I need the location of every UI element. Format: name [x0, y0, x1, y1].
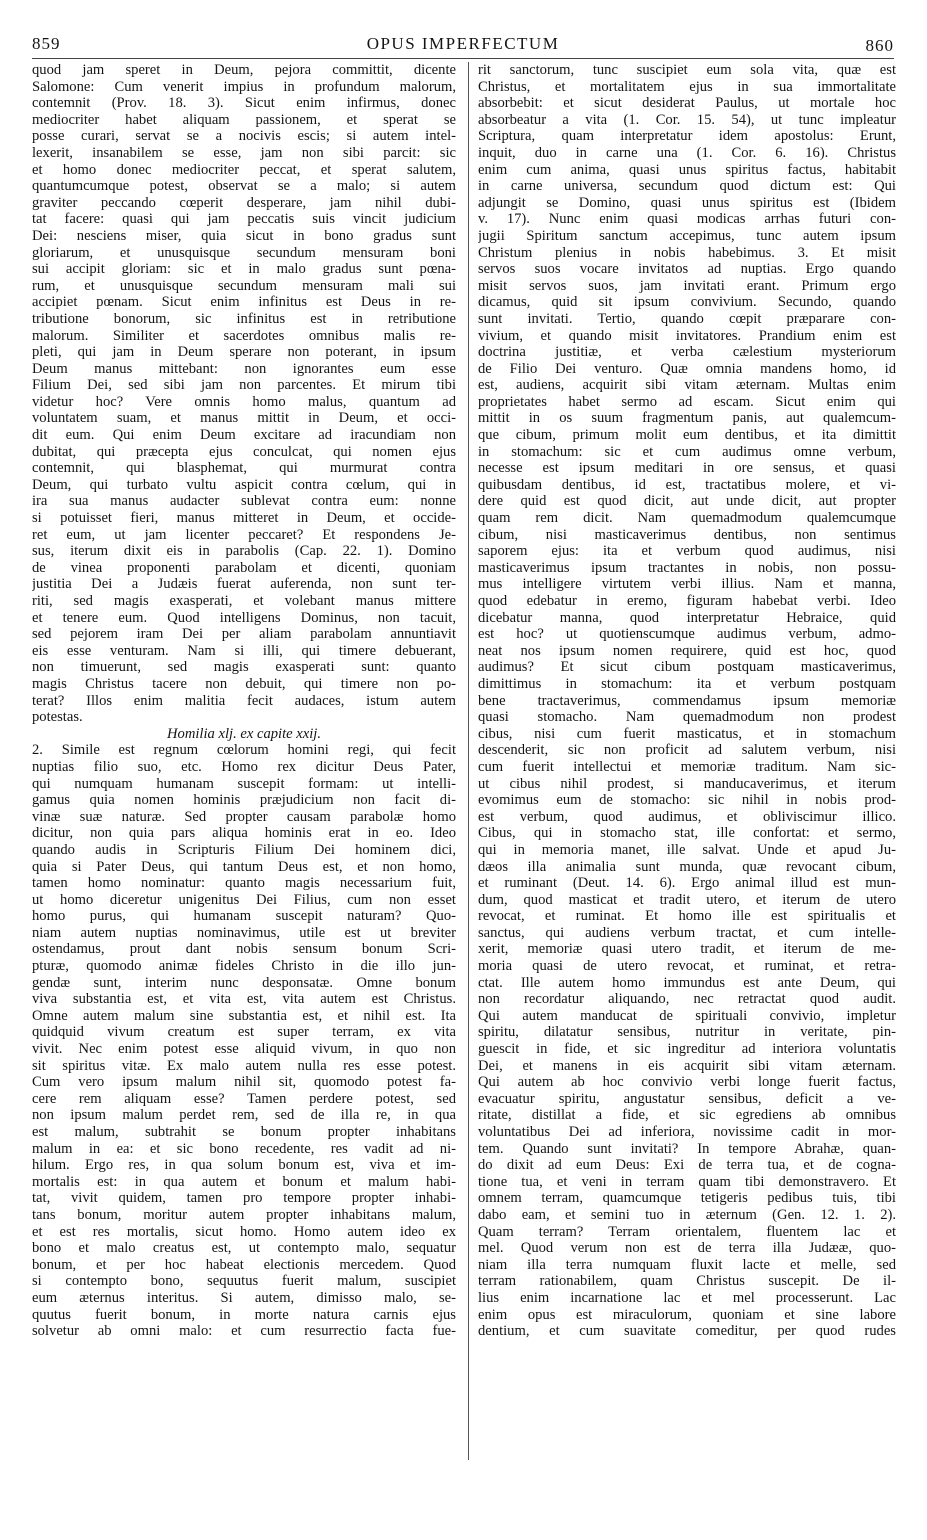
text-line: quod edebatur in eremo, figuram habebat verbi. Ideo	[478, 593, 896, 609]
text-line: moria quasi de utero revocat, et ruminat, et retra-	[478, 958, 896, 975]
text-line: rum, et unusquisque secundum mensuram mali sui	[32, 277, 456, 294]
text-line: Deum manus mittebant: non ignorantes eum esse	[32, 360, 456, 377]
text-line: quutus fuerit bonum, in morte natura carnis ejus	[32, 1306, 456, 1323]
text-line: solvetur ab omni malo: et cum resurrectio facta fue-	[32, 1323, 456, 1340]
text-line: malum in ea: et sic bono recedente, res vadit ad ni-	[32, 1140, 456, 1157]
text-line: videtur hoc? Vere omnis homo malus, quantum ad	[32, 393, 456, 410]
text-line: Dei, et manens in eis acquirit sibi vitam æternam.	[478, 1057, 896, 1074]
text-line: dere quid est quod dicit, aut unde dicit, aut propter	[478, 493, 896, 510]
text-line: misit servos suos, jam invitati erant. Primum ergo	[478, 277, 896, 294]
text-line: adjungit se Domino, quasi unus spiritus est (Ibidem	[478, 194, 896, 211]
text-line: enim opus est miraculorum, quoniam et sine labore	[478, 1306, 896, 1323]
right-column	[478, 62, 896, 1464]
text-line: spiritu, dilatatur sensibus, nutritur in veritate, pin-	[478, 1024, 896, 1041]
text-line: guescit in fide, et sic ingreditur ad interiora voluntatis	[478, 1041, 896, 1058]
text-line: sui accipit gloriam: sic et in malo gradus sunt pœna-	[32, 261, 456, 278]
text-line: quasi stomacho. Nam quemadmodum non prodest	[478, 709, 896, 726]
text-line: eis esse venturam. Nam si illi, qui timere debuerant,	[32, 642, 456, 659]
text-line: evacuatur spiritu, angustatur sensibus, deficit a ve-	[478, 1090, 896, 1107]
text-line: homo purus, qui humanam suscepit naturam? Quo-	[32, 908, 456, 925]
text-line: quando audis in Scripturis Filium Dei hominem dici,	[32, 841, 456, 858]
text-line: gendæ sunt, interim nunc desponsatæ. Omne bonum	[32, 974, 456, 991]
text-line: riti, sed magis exasperati, et volebant manus mittere	[32, 593, 456, 609]
text-line: Omne autem malum sine substantia est, et nihil est. Ita	[32, 1007, 456, 1024]
text-line: proprietates habet sermo ad escam. Sicut enim qui	[478, 393, 896, 410]
text-line: revocat, et ruminat. Et homo ille est spiritualis et	[478, 908, 896, 925]
text-line: ut homo diceretur unigenitus Dei Filius, cum non esset	[32, 891, 456, 908]
text-line: absorbeatur a vita (1. Cor. 15. 54), ut tunc impleatur	[478, 111, 896, 128]
text-line: Scriptura, quam interpretatur idem apostolus: Erunt,	[478, 128, 896, 145]
text-line: Salomone: Cum venerit impius in profundum malorum,	[32, 78, 456, 95]
text-line: sit spiritus vitæ. Ex malo autem nulla res esse potest.	[32, 1057, 456, 1074]
text-line: cum fuerit intellectui et memoriæ traditum. Nam sic-	[478, 758, 896, 775]
text-line: malorum. Similiter et sacerdotes omnibus malis re-	[32, 327, 456, 344]
text-line: ritate, distillat a fide, et sic egrediens ab omnibus	[478, 1107, 896, 1124]
page-header	[32, 34, 894, 58]
text-line: dicitur, non quia pars aliqua hominis erat in eo. Ideo	[32, 825, 456, 842]
text-line: quibusdam dentibus, id est, tractatibus molere, et vi-	[478, 476, 896, 493]
text-line: xerit, memoriæ quasi utero tradit, et iterum de me-	[478, 941, 896, 958]
text-line: potestas.	[32, 709, 83, 726]
page-number-left: 859	[32, 34, 61, 53]
text-line: dimittimus in stomachum: ita et verbum postquam	[478, 675, 896, 692]
text-line: Cum vero ipsum malum nihil sit, quomodo potest fa-	[32, 1074, 456, 1091]
text-line: Filium Dei, sed sibi jam non parcentes. Et mirum tibi	[32, 377, 456, 394]
text-line: de vinea proponenti parabolam et dicenti, quoniam	[32, 559, 456, 576]
text-line: descenderit, sic non proficit ad salutem verbum, nisi	[478, 742, 896, 759]
text-line: dentium, et cum suavitate comeditur, per quod rudes	[478, 1323, 896, 1340]
text-line: posse curari, servat se a nocivis escis; si autem intel-	[32, 128, 456, 145]
text-line: servos suos vocare invitatos ad nuptias. Ergo quando	[478, 261, 896, 278]
text-line: cibum, nisi masticaverimus dentibus, non sentimus	[478, 526, 896, 543]
text-line: Dei: nesciens miser, quia sicut in bono gradus sunt	[32, 227, 456, 244]
text-line: sus, iterum dixit eis in parabolis (Cap. 22. 1). Domino	[32, 543, 456, 560]
text-line: viva substantia est, et vita est, vita autem est Christus.	[32, 991, 456, 1008]
header-rule	[32, 58, 894, 59]
text-line: mittit in os suum fragmentum panis, aut qualemcum-	[478, 410, 896, 427]
text-line: do dixit ad eum Deus: Exi de terra tua, et de cogna-	[478, 1157, 896, 1174]
text-line: que cibum, primum molit eum dentibus, et ita dimittit	[478, 427, 896, 444]
text-line: nuptias filio suo, etc. Homo rex dicitur Deus Pater,	[32, 758, 456, 775]
text-line: est malum, subtrahit se bonum propter inhabitans	[32, 1124, 456, 1140]
text-line: vinæ suæ naturæ. Sed propter causam parabolæ homo	[32, 808, 456, 825]
text-line: contemnit (Prov. 18. 3). Sicut enim infirmus, donec	[32, 95, 456, 112]
text-line: vivium, et quando misit invitatores. Prandium enim est	[478, 327, 896, 344]
text-line: tat, vivit quidem, tamen pro tempore propter inhabi-	[32, 1190, 456, 1207]
text-line: niam autem nuptias nominavimus, utile est ut breviter	[32, 924, 456, 941]
text-line: sanctus, qui audiens verbum tractat, et cum intelle-	[478, 924, 896, 941]
text-line: saporem ejus: ita et verbum quod audimus, nisi	[478, 543, 896, 560]
text-line: dicamus, quid sit ipsum convivium. Secundo, quando	[478, 294, 896, 311]
text-line: quam rem dicit. Nam quemadmodum qualemcumque	[478, 510, 896, 527]
text-line: inquit, duo in carne una (1. Cor. 6. 16). Christus	[478, 144, 896, 161]
text-line: dum, quod masticat et tradit utero, et iterum de utero	[478, 891, 896, 908]
text-line: voluntatem suam, et manus mittit in Deum, et occi-	[32, 410, 456, 427]
text-line: Christus, et mortalitatem ejus in sua immortalitate	[478, 78, 896, 95]
text-line: rit sanctorum, tunc suscipiet eum sola vita, quæ est	[478, 62, 896, 78]
text-line: dicebatur manna, quod interpretatur Hebraice, quid	[478, 609, 896, 626]
text-line: mediocriter habet aliquam passionem, et sperat se	[32, 111, 456, 128]
text-line: dubitat, qui præcepta ejus conculcat, qui nomen ejus	[32, 443, 456, 460]
text-line: contemnit, qui blasphemat, qui murmurat contra	[32, 460, 456, 477]
text-line: terat? Illos enim malitia fecit audaces, istum autem	[32, 692, 456, 709]
column-divider	[468, 62, 469, 1460]
text-line: bene tractaverimus, commendamus ipsum memoriæ	[478, 692, 896, 709]
text-line: mel. Quod verum non est de terra illa Judææ, quo-	[478, 1240, 896, 1257]
text-line: quidquid vivum creatum est super terram, ex vita	[32, 1024, 456, 1041]
text-line: et est res mortalis, sicut homo. Homo autem ideo ex	[32, 1223, 456, 1240]
text-line: doctrina justitiæ, et verba cælestium mysteriorum	[478, 344, 896, 361]
text-line: audimus? Et sicut cibum postquam masticaverimus,	[478, 659, 896, 676]
text-line: cibus, nisi cum fuerit masticatus, et in stomachum	[478, 725, 896, 742]
text-line: jugii Spiritum sanctum accepimus, tunc autem ipsum	[478, 227, 896, 244]
text-line: est hoc? ut quotienscumque audimus verbum, admo-	[478, 626, 896, 643]
text-line: in stomachum: sic et cum audimus omne verbum,	[478, 443, 896, 460]
text-line: lexerit, insanabilem se esse, jam non sibi parcit: sic	[32, 144, 456, 161]
text-line: ctat. Ille autem homo immundus est ante Deum, qui	[478, 974, 896, 991]
text-line: evomimus eum de stomacho: sic nihil in nobis prod-	[478, 792, 896, 809]
text-line: dit eum. Qui enim Deum excitare ad iracundiam non	[32, 427, 456, 444]
text-line: ret eum, ut jam licenter peccaret? Et respondens Je-	[32, 526, 456, 543]
text-line: ostendamus, prout dant nobis sensum bonum Scri-	[32, 941, 456, 958]
text-line: cere rem aliquam esse? Tamen perdere potest, sed	[32, 1090, 456, 1107]
text-line: gamus quia nomen hominis præjudicium non facit di-	[32, 792, 456, 809]
text-line: pturæ, quomodo animæ fideles Christo in die illo jun-	[32, 958, 456, 975]
text-line: dæos illa animalia sunt munda, quæ revocant cibum,	[478, 858, 896, 875]
text-line: Homilia xlj. ex capite xxij.	[167, 725, 321, 742]
text-line: si contempto bono, sequutus fuerit malum, suscipiet	[32, 1273, 456, 1290]
text-line: lius enim incarnatione lac et mel processerunt. Lac	[478, 1289, 896, 1306]
text-line: enim cum anima, quasi unus spiritus factus, habitabit	[478, 161, 896, 178]
text-line: 2. Simile est regnum cœlorum homini regi, qui fecit	[32, 742, 456, 759]
text-line: magis Christus tacere non debuit, qui timere non po-	[32, 675, 456, 692]
text-line: gloriarum, et unusquisque secundum mensuram boni	[32, 244, 456, 261]
text-line: niam illa terra numquam fluxit lacte et melle, sed	[478, 1256, 896, 1273]
text-line: non ipsum malum perdet rem, sed de illa re, in qua	[32, 1107, 456, 1124]
text-line: in carne universa, secundum quod dictum est: Qui	[478, 178, 896, 195]
text-line: non timuerunt, sed magis exasperati sunt: quanto	[32, 659, 456, 676]
text-line: Cibus, qui in stomacho stat, ille confortat: et sermo,	[478, 825, 896, 842]
text-line: sunt invitati. Tertio, quando cœpit præparare con-	[478, 310, 896, 327]
text-line: justitia Dei a Judæis fuerat auferenda, non sunt ter-	[32, 576, 456, 593]
text-line: et homo donec mediocriter peccat, et sperat salutem,	[32, 161, 456, 178]
text-line: est verbum, quod audimus, et obliviscimur illico.	[478, 808, 896, 825]
text-line: bono et malo creatus est, ut contempto malo, sequatur	[32, 1240, 456, 1257]
text-line: quia si Pater Deus, qui tantum Deus est, et non homo,	[32, 858, 456, 875]
text-line: ira sua manus audacter sublevat contra eum: nonne	[32, 493, 456, 510]
text-line: absorbebit: et sicut desiderat Paulus, ut mortale hoc	[478, 95, 896, 112]
text-line: Quam terram? Terram orientalem, fluentem lac et	[478, 1223, 896, 1240]
text-line: ut cibus nihil prodest, si manducaverimus, et iterum	[478, 775, 896, 792]
running-title: OPUS IMPERFECTUM	[366, 34, 560, 53]
text-line: necesse est ipsum meditari in ore sensus, et quasi	[478, 460, 896, 477]
text-line: dabo eam, et semini tuo in æternum (Gen. 12. 1. 2).	[478, 1206, 896, 1223]
text-line: tans bonum, moritur autem propter inhabitans malum,	[32, 1206, 456, 1223]
text-line: tem. Quando sunt invitati? In tempore Abrahæ, quan-	[478, 1140, 896, 1157]
text-line: est, audiens, acquirit sibi vitam æternam. Multas enim	[478, 377, 896, 394]
text-line: v. 17). Nunc enim quasi modicas arrhas futuri con-	[478, 211, 896, 228]
text-line: voluntatibus Dei ad inferiora, novissime cadit in mor-	[478, 1124, 896, 1140]
text-line: neat nos ipsum nomen requirere, quid est hoc, quod	[478, 642, 896, 659]
text-line: et ruminant (Deut. 14. 6). Ergo animal illud est mun-	[478, 875, 896, 892]
text-line: terram rationabilem, quam Christus suscepit. De il-	[478, 1273, 896, 1290]
text-line: Qui autem manducat de spirituali convivio, impletur	[478, 1007, 896, 1024]
page-number-right: 860	[865, 36, 894, 55]
text-line: bonum, et per hoc habeat electionis mercedem. Quod	[32, 1256, 456, 1273]
text-line: tributione bonorum, sic infinitus est in retributione	[32, 310, 456, 327]
text-line: accipiet pœnam. Sicut enim infinitus est Deus in re-	[32, 294, 456, 311]
text-line: Deum, qui turbato vultu aspicit contra cœlum, qui in	[32, 476, 456, 493]
text-line: qui in memoria manet, ille salvat. Unde et apud Ju-	[478, 841, 896, 858]
text-line: tione tua, et veni in terram quam tibi demonstravero. Et	[478, 1173, 896, 1190]
text-line: tat facere: quasi qui jam peccatis suis vincit judicium	[32, 211, 456, 228]
text-line: et tenere eum. Quod intelligens Dominus, non tacuit,	[32, 609, 456, 626]
text-line: mortalis est: in qua autem et bonum et malum habi-	[32, 1173, 456, 1190]
text-line: omnem terram, quamcumque tetigeris pedibus tuis, tibi	[478, 1190, 896, 1207]
text-line: Christum plenius in nobis habebimus. 3. Et misit	[478, 244, 896, 261]
text-line: Qui autem ab hoc convivio verbi longe fuerit factus,	[478, 1074, 896, 1091]
text-line: non recordatur aliquando, nec retractat quod audit.	[478, 991, 896, 1008]
text-line: tamen homo nominatur: quanto magis necessarium fuit,	[32, 875, 456, 892]
text-line: eum æternus interitus. Si autem, dimisso malo, se-	[32, 1289, 456, 1306]
text-line: pleti, qui jam in Deum sperare non poterant, in ipsum	[32, 344, 456, 361]
text-line: qui numquam humanam suscepit formam: ut intelli-	[32, 775, 456, 792]
text-line: sed pejorem iram Dei per aliam parabolam annuntiavit	[32, 626, 456, 643]
text-line: quantumcumque potest, observat se a malo; si autem	[32, 178, 456, 195]
text-line: quod jam speret in Deum, pejora committit, dicente	[32, 62, 456, 78]
text-line: masticaverimus ipsum tractantes in nobis, non possu-	[478, 559, 896, 576]
text-line: de Filio Dei venturo. Quæ omnia mandens homo, id	[478, 360, 896, 377]
text-line: vivit. Nec enim potest esse aliquid vivum, in quo non	[32, 1041, 456, 1058]
text-line: mus intelligere virtutem verbi illius. Nam et manna,	[478, 576, 896, 593]
text-line: graviter peccando cœperit desperare, jam nihil dubi-	[32, 194, 456, 211]
text-line: hilum. Ergo res, in qua solum bonum est, viva et im-	[32, 1157, 456, 1174]
text-line: si potuisset fieri, manus mitteret in Deum, et occide-	[32, 510, 456, 527]
left-column	[32, 62, 456, 1464]
